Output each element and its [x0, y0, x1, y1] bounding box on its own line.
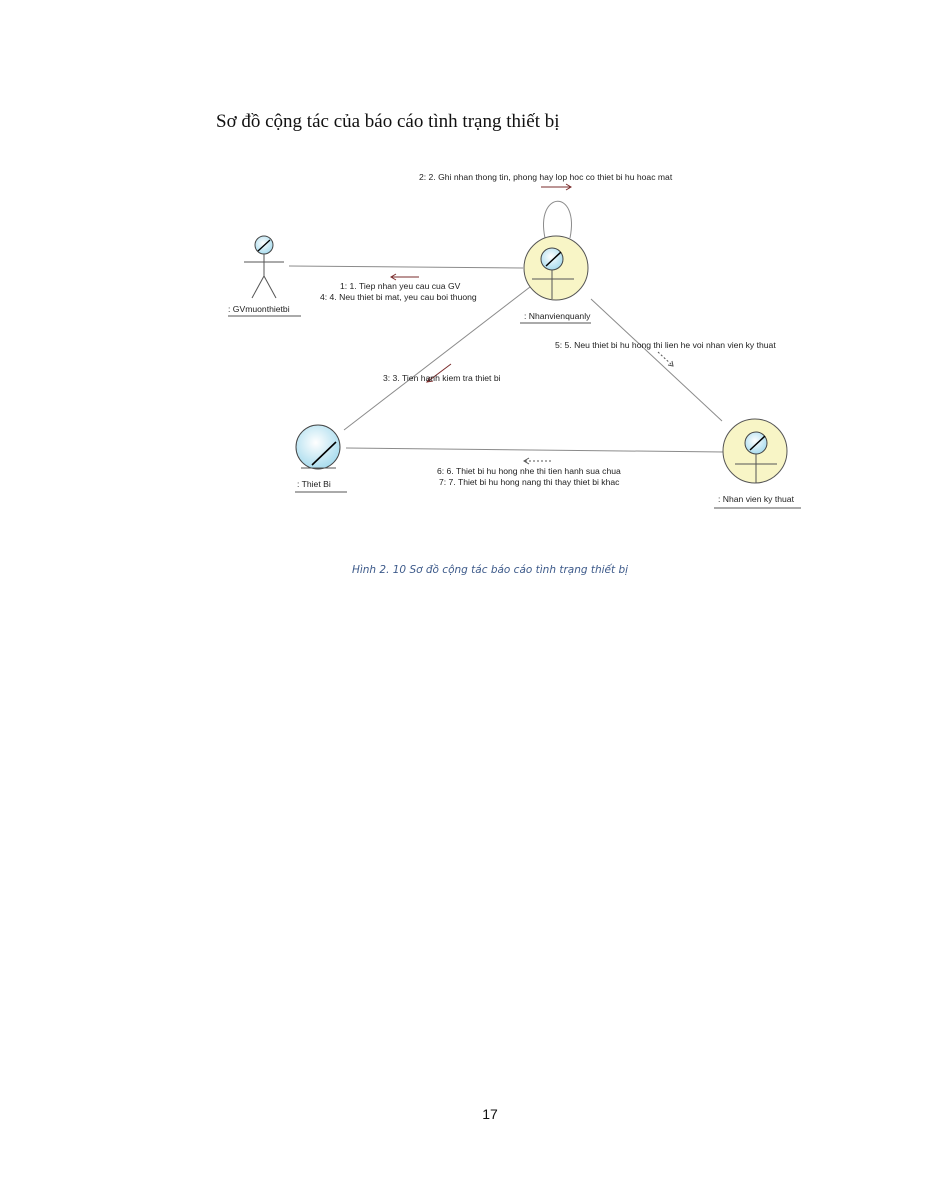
page-heading: Sơ đồ cộng tác của báo cáo tình trạng thiết bị: [216, 111, 560, 132]
arrow-from-technician: [524, 458, 551, 464]
message-contact: 5: 5. Neu thiet bi hu hong thi lien he voi nhan vien ky thuat: [555, 340, 776, 350]
links: [289, 201, 724, 452]
message-repair-1: 6: 6. Thiet bi hu hong nhe thi tien hanh sua chua: [437, 466, 621, 476]
message-check: 3: 3. Tien hanh kiem tra thiet bi: [383, 373, 501, 383]
label-manager: : Nhanvienquanly: [524, 311, 591, 321]
arrow-self-message: [541, 184, 571, 190]
figure-caption: Hình 2. 10 Sơ đồ cộng tác báo cáo tình trạng thiết bị: [351, 564, 629, 576]
arrow-to-actor: [391, 274, 419, 280]
link-actor-manager: [289, 266, 523, 268]
message-actor-2: 4: 4. Neu thiet bi mat, yeu cau boi thuong: [320, 292, 477, 302]
label-technician: : Nhan vien ky thuat: [718, 494, 794, 504]
link-device-technician: [346, 448, 724, 452]
dashed-arrows: [524, 352, 673, 464]
page-number: 17: [482, 1106, 498, 1122]
object-thietbi: [295, 425, 347, 492]
label-device: : Thiet Bi: [297, 479, 331, 489]
object-nhanvienquanly: [520, 236, 591, 323]
message-repair-2: 7: 7. Thiet bi hu hong nang thi thay thiet bi khac: [439, 477, 620, 487]
object-nhanvienkythuat: [714, 419, 801, 508]
self-link: [544, 201, 572, 238]
link-manager-device: [344, 287, 530, 430]
message-actor-1: 1: 1. Tiep nhan yeu cau cua GV: [340, 281, 461, 291]
actor-gvmuonthietbi: [228, 236, 301, 316]
message-self: 2: 2. Ghi nhan thong tin, phong hay lop hoc co thiet bi hu hoac mat: [419, 172, 673, 182]
link-manager-technician: [591, 299, 722, 421]
label-actor: : GVmuonthietbi: [228, 304, 290, 314]
